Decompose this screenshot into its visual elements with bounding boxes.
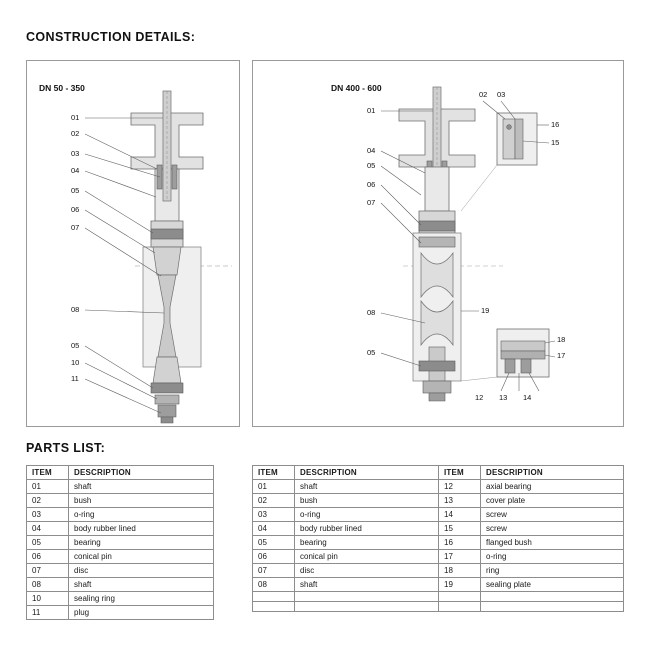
callout-right-15: 15 xyxy=(551,138,560,147)
cell-item: 02 xyxy=(253,494,295,508)
callout-right-03: 03 xyxy=(497,90,506,99)
column-header-description: DESCRIPTION xyxy=(295,466,439,480)
table-row xyxy=(27,578,214,592)
callout-right-13: 13 xyxy=(499,393,508,402)
cell-item: 02 xyxy=(27,494,69,508)
cell-description: bearing xyxy=(69,536,214,550)
callout-left-01: 01 xyxy=(71,113,80,122)
callout-left-03: 03 xyxy=(71,149,80,158)
table-row xyxy=(253,494,624,508)
cell-description: body rubber lined xyxy=(295,522,439,536)
table-row xyxy=(27,564,214,578)
callout-left-10: 10 xyxy=(71,358,80,367)
cell-description-2: o-ring xyxy=(481,550,624,564)
table-row xyxy=(27,522,214,536)
cell-description: bearing xyxy=(295,536,439,550)
cell-item-2 xyxy=(439,602,481,612)
callout-left-06: 06 xyxy=(71,205,80,214)
callout-left-04: 04 xyxy=(71,166,80,175)
cell-item: 05 xyxy=(253,536,295,550)
cell-item: 08 xyxy=(253,578,295,592)
table-header-row xyxy=(27,466,214,480)
cell-item: 10 xyxy=(27,592,69,606)
column-header-item: ITEM xyxy=(253,466,295,480)
table-row xyxy=(27,508,214,522)
cell-description xyxy=(295,602,439,612)
cell-description-2: sealing plate xyxy=(481,578,624,592)
callout-right-16: 16 xyxy=(551,120,560,129)
table-row xyxy=(27,550,214,564)
cell-item-2: 17 xyxy=(439,550,481,564)
cell-item xyxy=(253,592,295,602)
cell-description-2: screw xyxy=(481,522,624,536)
callout-left-07: 07 xyxy=(71,223,80,232)
cell-description: o-ring xyxy=(295,508,439,522)
cell-item-2: 12 xyxy=(439,480,481,494)
cell-description-2: cover plate xyxy=(481,494,624,508)
panel-label-left: DN 50 - 350 xyxy=(39,83,85,93)
table-row xyxy=(27,494,214,508)
callout-left-11: 11 xyxy=(71,374,79,383)
cell-item: 04 xyxy=(253,522,295,536)
cell-description: sealing ring xyxy=(69,592,214,606)
valve-cross-section-dn50-350 xyxy=(27,61,241,428)
callout-left-05b: 05 xyxy=(71,341,80,350)
table-row xyxy=(253,578,624,592)
table-row xyxy=(27,480,214,494)
callout-right-01: 01 xyxy=(367,106,376,115)
cell-description: shaft xyxy=(69,480,214,494)
callout-right-07: 07 xyxy=(367,198,376,207)
cell-item: 07 xyxy=(27,564,69,578)
callout-right-18: 18 xyxy=(557,335,566,344)
cell-item: 03 xyxy=(253,508,295,522)
panel-label-right: DN 400 - 600 xyxy=(331,83,382,93)
cell-item-2: 15 xyxy=(439,522,481,536)
column-header-description: DESCRIPTION xyxy=(69,466,214,480)
cell-description xyxy=(295,592,439,602)
cell-item-2: 16 xyxy=(439,536,481,550)
cell-item-2: 19 xyxy=(439,578,481,592)
cell-description: disc xyxy=(69,564,214,578)
table-row xyxy=(253,522,624,536)
table-row xyxy=(27,592,214,606)
table-row xyxy=(253,480,624,494)
cell-item: 01 xyxy=(253,480,295,494)
cell-description: plug xyxy=(69,606,214,620)
table-row-empty xyxy=(253,592,624,602)
cell-description: bush xyxy=(69,494,214,508)
callout-right-14: 14 xyxy=(523,393,532,402)
callout-left-05: 05 xyxy=(71,186,80,195)
cell-item: 07 xyxy=(253,564,295,578)
callout-right-19: 19 xyxy=(481,306,490,315)
callout-right-02: 02 xyxy=(479,90,488,99)
construction-details-title: CONSTRUCTION DETAILS: xyxy=(26,30,196,44)
callout-right-04: 04 xyxy=(367,146,376,155)
table-header-row xyxy=(253,466,624,480)
diagram-panel-dn400-600 xyxy=(252,60,624,427)
callout-right-06: 06 xyxy=(367,180,376,189)
parts-table-dn50-350 xyxy=(26,465,214,620)
cell-description-2: screw xyxy=(481,508,624,522)
callout-right-05: 05 xyxy=(367,161,376,170)
cell-description: disc xyxy=(295,564,439,578)
cell-item: 03 xyxy=(27,508,69,522)
cell-item: 01 xyxy=(27,480,69,494)
cell-item: 06 xyxy=(27,550,69,564)
cell-description-2 xyxy=(481,602,624,612)
cell-item: 11 xyxy=(27,606,69,620)
table-row xyxy=(253,550,624,564)
cell-description: o-ring xyxy=(69,508,214,522)
valve-cross-section-dn400-600 xyxy=(253,61,625,428)
cell-item-2: 13 xyxy=(439,494,481,508)
callout-left-08: 08 xyxy=(71,305,80,314)
callout-left-02: 02 xyxy=(71,129,80,138)
callout-right-05b: 05 xyxy=(367,348,376,357)
cell-description: conical pin xyxy=(69,550,214,564)
cell-description-2: axial bearing xyxy=(481,480,624,494)
cell-description-2: flanged bush xyxy=(481,536,624,550)
cell-item: 04 xyxy=(27,522,69,536)
table-row xyxy=(27,606,214,620)
table-row xyxy=(27,536,214,550)
table-row xyxy=(253,508,624,522)
parts-table-dn400-600 xyxy=(252,465,624,612)
cell-description-2 xyxy=(481,592,624,602)
table-row xyxy=(253,564,624,578)
cell-description: conical pin xyxy=(295,550,439,564)
cell-item-2: 14 xyxy=(439,508,481,522)
cell-description: shaft xyxy=(69,578,214,592)
cell-description-2: ring xyxy=(481,564,624,578)
callout-right-12: 12 xyxy=(475,393,484,402)
cell-item: 05 xyxy=(27,536,69,550)
callout-right-08: 08 xyxy=(367,308,376,317)
cell-description: body rubber lined xyxy=(69,522,214,536)
column-header-item: ITEM xyxy=(27,466,69,480)
column-header-item-2: ITEM xyxy=(439,466,481,480)
cell-description: bush xyxy=(295,494,439,508)
table-row-empty xyxy=(253,602,624,612)
cell-item: 08 xyxy=(27,578,69,592)
diagram-panel-dn50-350 xyxy=(26,60,240,427)
cell-description: shaft xyxy=(295,578,439,592)
cell-item: 06 xyxy=(253,550,295,564)
cell-item xyxy=(253,602,295,612)
table-row xyxy=(253,536,624,550)
cell-item-2 xyxy=(439,592,481,602)
cell-item-2: 18 xyxy=(439,564,481,578)
parts-list-title: PARTS LIST: xyxy=(26,441,106,455)
cell-description: shaft xyxy=(295,480,439,494)
callout-right-17: 17 xyxy=(557,351,566,360)
column-header-description-2: DESCRIPTION xyxy=(481,466,624,480)
